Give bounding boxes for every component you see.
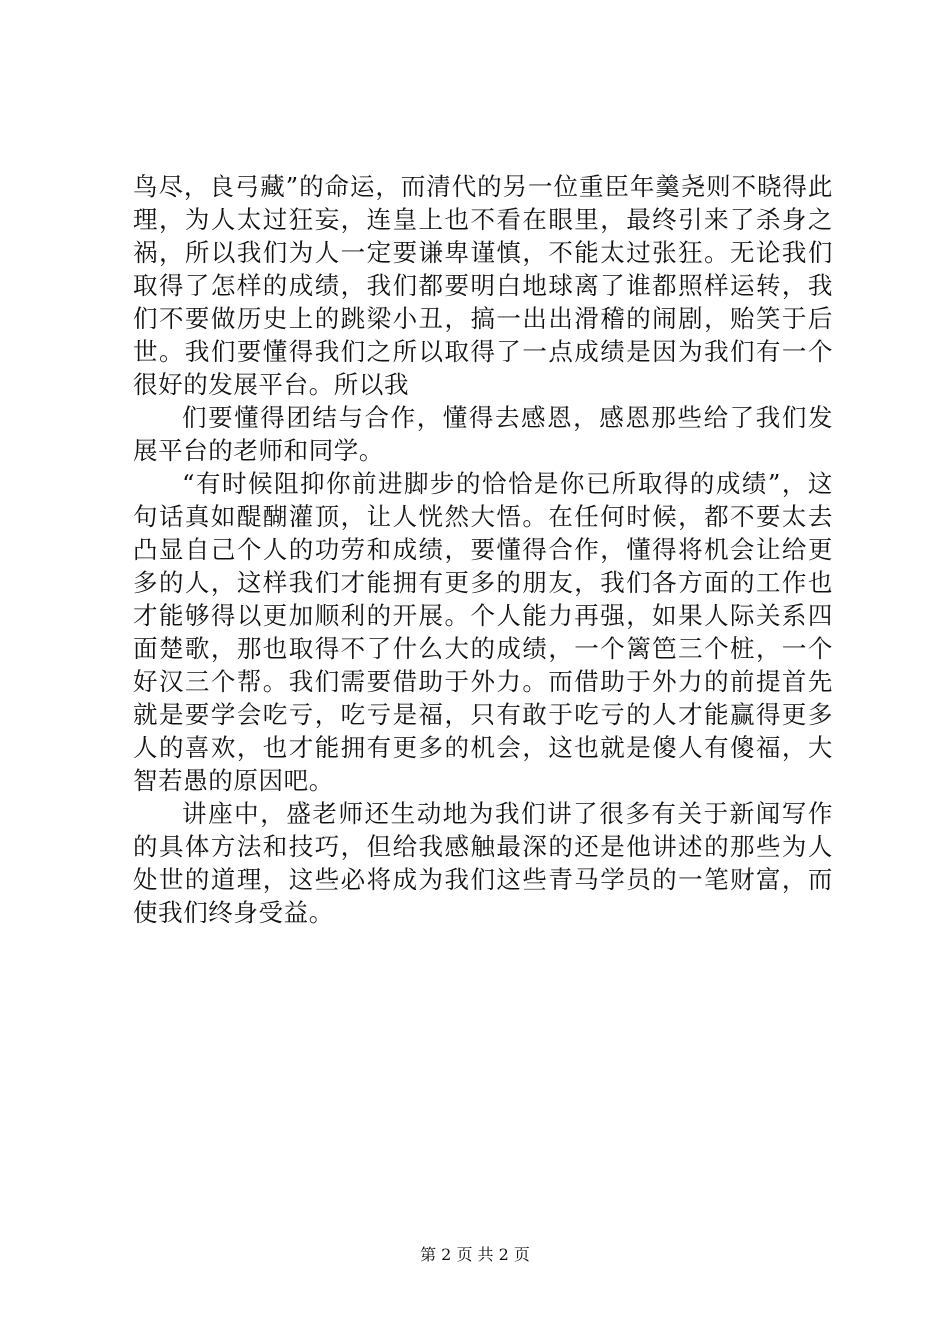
page-footer: 第 2 页 共 2 页 xyxy=(420,1245,530,1264)
paragraph-continuation: 鸟尽，良弓藏”的命运，而清代的另一位重臣年羹尧则不晓得此理，为人太过狂妄，连皇上也不看在眼里，最终引来了杀身之祸，所以我们为人一定要谦卑谨慎，不能太过张狂。无论我们取得了怎样的成绩，我们都要明白地球离了谁都照样运转，我们不要做历史上的跳梁小丑，搞一出出滑稽的闹剧，贻笑于后世。我们要懂得我们之所以取得了一点成绩是因为我们有一个很好的发展平台。所以我 xyxy=(133,172,833,399)
paragraph-gratitude: 们要懂得团结与合作，懂得去感恩，感恩那些给了我们发展平台的老师和同学。 xyxy=(133,403,833,465)
paragraph-cooperation: “有时候阻抑你前进脚步的恰恰是你已所取得的成绩”，这句话真如醍醐灌顶，让人恍然大悟。在任何时候，都不要太去凸显自己个人的功劳和成绩，要懂得合作，懂得将机会让给更多的人，这样我们才能拥有更多的朋友，我们各方面的工作也才能够得以更加顺利的开展。个人能力再强，如果人际关系四面楚歌，那也取得不了什么大的成绩，一个篱笆三个桩，一个好汉三个帮。我们需要借助于外力。而借助于外力的前提首先就是要学会吃亏，吃亏是福，只有敢于吃亏的人才能赢得更多人的喜欢，也才能拥有更多的机会，这也就是傻人有傻福，大智若愚的原因吧。 xyxy=(133,469,833,795)
paragraph-lecture: 讲座中，盛老师还生动地为我们讲了很多有关于新闻写作的具体方法和技巧，但给我感触最深的还是他讲述的那些为人处世的道理，这些必将成为我们这些青马学员的一笔财富，而使我们终身受益。 xyxy=(133,799,833,927)
body-text xyxy=(133,170,833,929)
